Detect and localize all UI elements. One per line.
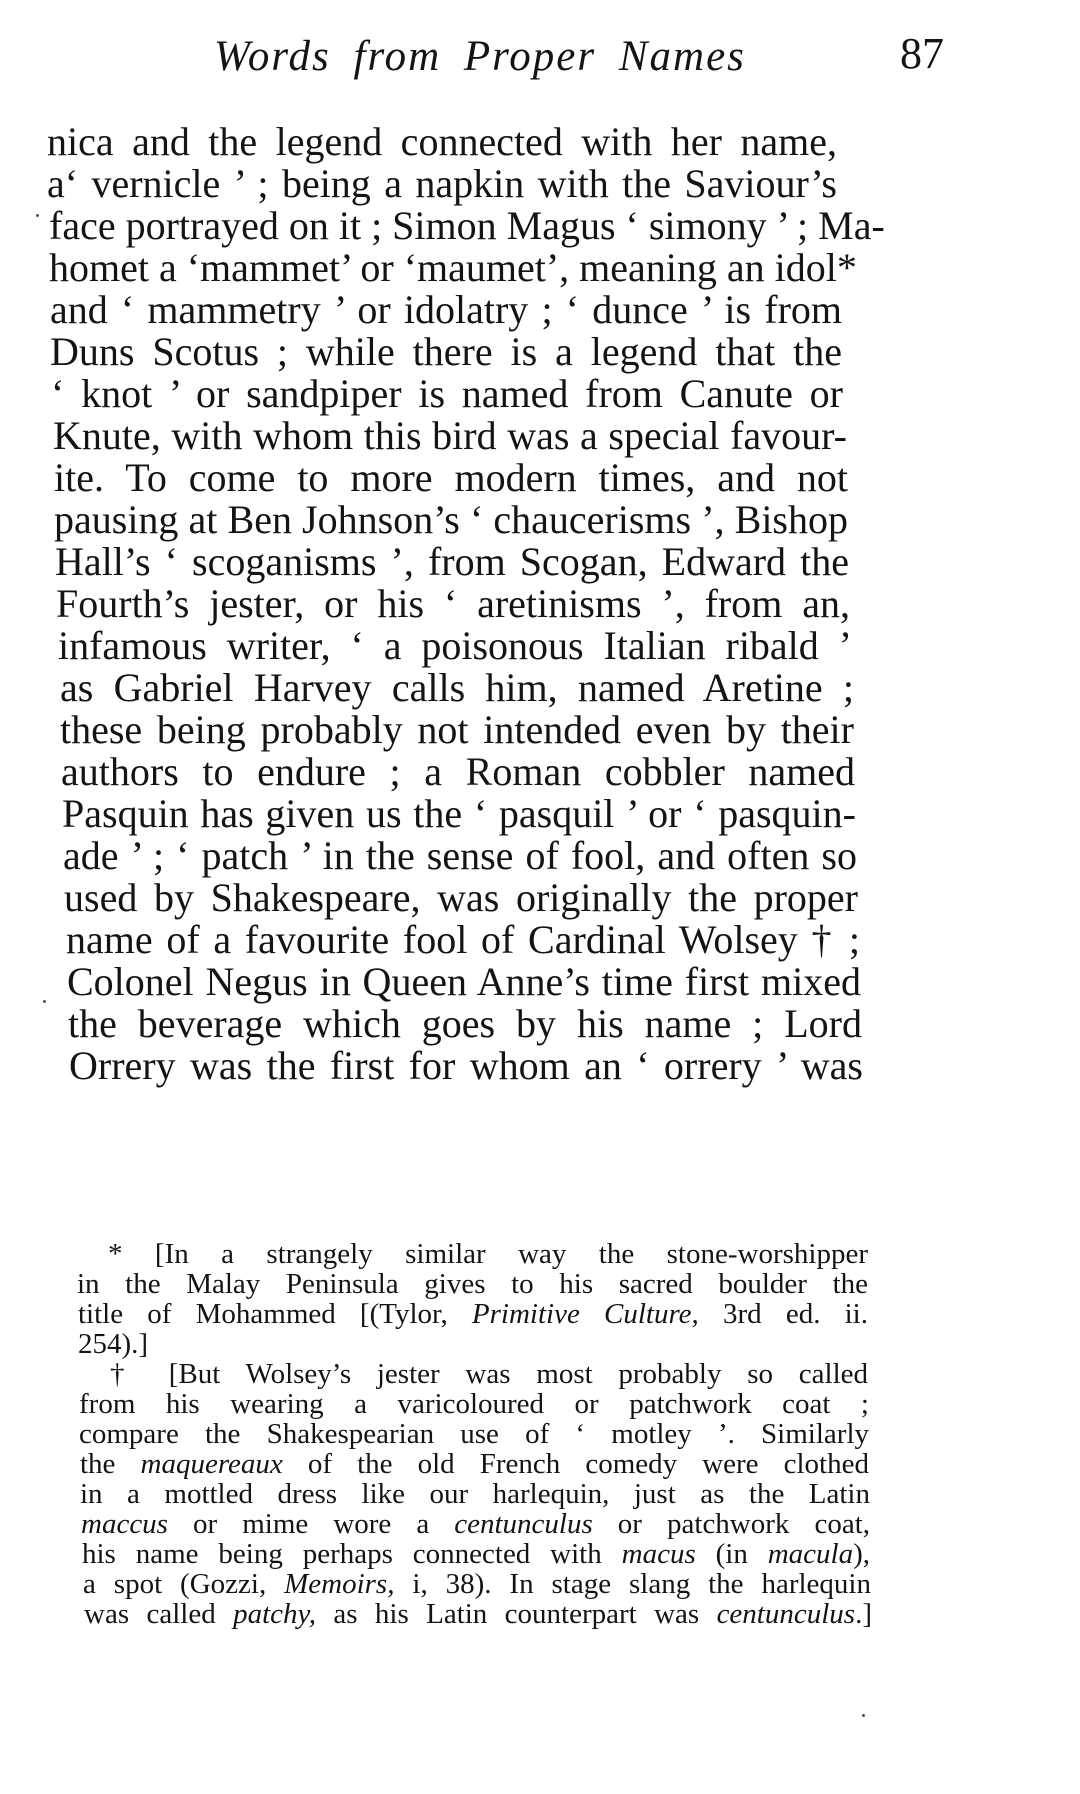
body-line: infamous writer, ‘ a poisonous Italian ribald ’ <box>58 623 852 668</box>
footnote-italic-title: Memoirs, <box>284 1568 395 1600</box>
body-line: Fourth’s jester, or his ‘ aretinisms ’, from an, <box>56 581 850 626</box>
footnote-star-line: in the Malay Peninsula gives to his sacred boulder the <box>77 1268 868 1300</box>
body-line: pausing at Ben Johnson’s ‘ chaucerisms ’, Bishop <box>54 497 848 542</box>
footnote-italic-term: maquereaux <box>140 1448 283 1480</box>
body-line: Colonel Negus in Queen Anne’s time first mixed <box>67 959 861 1004</box>
body-line: Duns Scotus ; while there is a legend that the <box>50 329 842 374</box>
footnote-italic-term: patchy, <box>233 1598 317 1630</box>
footnote-star-line <box>78 1298 868 1330</box>
body-line: ite. To come to more modern times, and not <box>54 455 848 500</box>
body-line: authors to endure ; a Roman cobbler named <box>61 749 855 794</box>
footnote-dagger-line <box>84 1598 872 1630</box>
paper-speck <box>862 1714 865 1717</box>
body-line: name of a favourite fool of Cardinal Wolsey † ; <box>66 917 860 962</box>
body-line: Orrery was the first for whom an ‘ orrery ’ was <box>69 1043 863 1088</box>
body-line: Hall’s ‘ scoganisms ’, from Scogan, Edward the <box>55 539 849 584</box>
body-line: ade ’ ; ‘ patch ’ in the sense of fool, and often so <box>63 833 857 878</box>
footnote-dagger-line <box>83 1568 871 1600</box>
footnote-text: ), <box>853 1538 870 1570</box>
footnote-dagger-line <box>81 1508 870 1540</box>
paper-speck <box>43 1000 46 1003</box>
footnote-italic-term: macus <box>621 1538 696 1570</box>
body-line: ‘ knot ’ or sandpiper is named from Canute or <box>51 371 843 416</box>
footnote-text: i, 38). In stage slang the harlequin <box>394 1568 871 1600</box>
body-line: and ‘ mammetry ’ or idolatry ; ‘ dunce ’ is from <box>50 287 842 332</box>
body-line: nica and the legend connected with her name, <box>47 119 837 164</box>
footnote-text: his name being perhaps connected with <box>82 1538 622 1570</box>
footnote-dagger-line: compare the Shakespearian use of ‘ motley ’. Similarly <box>79 1418 869 1450</box>
footnote-star-line: * [In a strangely similar way the stone-worshipper <box>108 1238 868 1270</box>
body-line: these being probably not intended even by their <box>60 707 854 752</box>
footnote-dagger-line: in a mottled dress like our harlequin, just as the Latin <box>80 1478 870 1510</box>
footnote-star-line: 254).] <box>78 1328 149 1360</box>
footnote-text: of the old French comedy were clothed <box>282 1448 869 1480</box>
footnote-italic-term: centunculus <box>716 1598 856 1630</box>
footnote-italic-title: Primitive Culture, <box>471 1298 699 1330</box>
footnote-dagger-line: from his wearing a varicoloured or patchwork coat ; <box>79 1388 869 1420</box>
body-line: homet a ‘mammet’ or ‘maumet’, meaning an idol* <box>49 245 857 290</box>
footnote-italic-term: maccus <box>81 1508 168 1540</box>
footnote-text: (in <box>695 1538 768 1570</box>
footnote-dagger-line <box>80 1448 869 1480</box>
footnote-text: .] <box>855 1598 872 1630</box>
footnote-italic-term: centunculus <box>454 1508 593 1540</box>
body-line: Pasquin has given us the ‘ pasquil ’ or ‘ pasquin- <box>62 791 856 836</box>
footnote-text: was called <box>84 1598 234 1630</box>
footnote-dagger-line: † [But Wolsey’s jester was most probably so called <box>110 1358 868 1390</box>
page-number: 87 <box>900 29 944 78</box>
footnote-text: the <box>80 1448 141 1480</box>
paper-speck <box>36 214 39 217</box>
body-line: face portrayed on it ; Simon Magus ‘ simony ’ ; Ma- <box>49 203 885 248</box>
footnote-italic-term: macula <box>767 1538 854 1570</box>
body-line: used by Shakespeare, was originally the proper <box>64 875 858 920</box>
body-line: as Gabriel Harvey calls him, named Aretine ; <box>60 665 854 710</box>
body-line: the beverage which goes by his name ; Lord <box>68 1001 862 1046</box>
body-line: Knute, with whom this bird was a special favour- <box>53 413 847 458</box>
footnote-text: as his Latin counterpart was <box>316 1598 717 1630</box>
footnote-text: 3rd ed. ii. <box>698 1298 868 1330</box>
footnote-text: title of Mohammed [(Tylor, <box>78 1298 472 1330</box>
running-head: Words from Proper Names <box>214 33 746 80</box>
footnote-text: or patchwork coat, <box>592 1508 871 1540</box>
footnote-text: a spot (Gozzi, <box>83 1568 285 1600</box>
footnote-text: or mime wore a <box>167 1508 455 1540</box>
body-line: a‘ vernicle ’ ; being a napkin with the Saviour’s <box>47 161 837 206</box>
footnote-dagger-line <box>82 1538 870 1570</box>
